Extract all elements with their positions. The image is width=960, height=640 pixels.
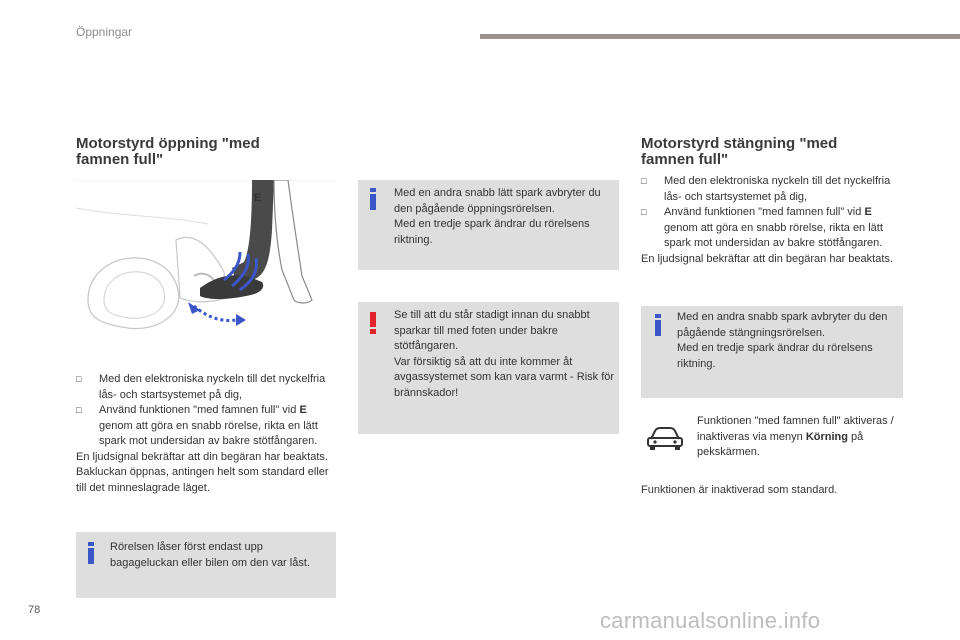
section-label: Öppningar [76,25,133,39]
info-icon [88,542,94,564]
left-bullet-2: □ Använd funktionen "med famnen full" vid E genom att göra en snabb rörelse, rikta en lätt spark mot undersidan av bakre stötfångaren. [76,404,318,447]
left-bullet-1: □ Med den elektroniska nyckeln till det nyckelfria lås- och startsystemet på dig, [76,373,326,401]
car-icon [645,425,685,451]
left-info-box [76,532,336,598]
bullet-marker-icon: □ [76,405,82,415]
bullet-marker-icon: □ [641,207,647,217]
right-body [641,174,903,267]
middle-info-box [358,180,619,270]
warning-icon [370,312,376,334]
left-info-text: Rörelsen låser först endast upp bagageluckan eller bilen om den var låst. [110,541,310,569]
right-title: Motorstyrd stängning "med famnen full" [641,135,838,168]
figure-label-e: E [254,192,262,204]
right-para: En ljudsignal bekräftar att din begäran har beaktats. [641,252,893,265]
kick-illustration-svg [76,180,336,340]
middle-warning-box [358,302,619,434]
kick-illustration [76,180,336,340]
right-bullet-1: □ Med den elektroniska nyckeln till det nyckelfria lås- och startsystemet på dig, [641,175,891,203]
middle-info-text: Med en andra snabb lätt spark avbryter du den pågående öppningsrörelsen. Med en tredje spark ändrar du rörelsens riktning. [394,187,601,246]
left-body [76,372,336,496]
left-para-2: Bakluckan öppnas, antingen helt som standard eller till det minneslagrade läget. [76,466,329,494]
bullet-marker-icon: □ [76,374,82,384]
header-bar [480,34,960,39]
right-info-text: Med en andra snabb spark avbryter du den pågående stängningsrörelsen. Med en tredje spark ändrar du rörelsens riktning. [677,311,888,370]
left-para-1: En ljudsignal bekräftar att din begäran har beaktats. [76,450,328,463]
watermark: carmanualsonline.info [600,608,821,633]
middle-warning-text: Se till att du står stadigt innan du snabbt sparkar till med foten under bakre stötfångaren. Var försiktig så att du inte kommer åt avgassystemet som kan vara varmt - Risk för brännskador! [394,309,615,399]
default-note: Funktionen är inaktiverad som standard. [641,484,838,496]
right-bullet-2: □ Använd funktionen "med famnen full" vid E genom att göra en snabb rörelse, rikta en lätt spark mot undersidan av bakre stötfångaren. [641,206,883,249]
right-info-box [641,306,903,398]
bullet-marker-icon: □ [641,176,647,186]
left-title: Motorstyrd öppning "med famnen full" [76,135,260,168]
info-icon [370,188,376,210]
info-icon [655,314,661,336]
car-icon-svg [645,425,685,451]
page-number: 78 [28,604,41,616]
car-note: Funktionen "med famnen full" aktiveras / inaktiveras via menyn Körning på pekskärmen. [697,415,894,458]
